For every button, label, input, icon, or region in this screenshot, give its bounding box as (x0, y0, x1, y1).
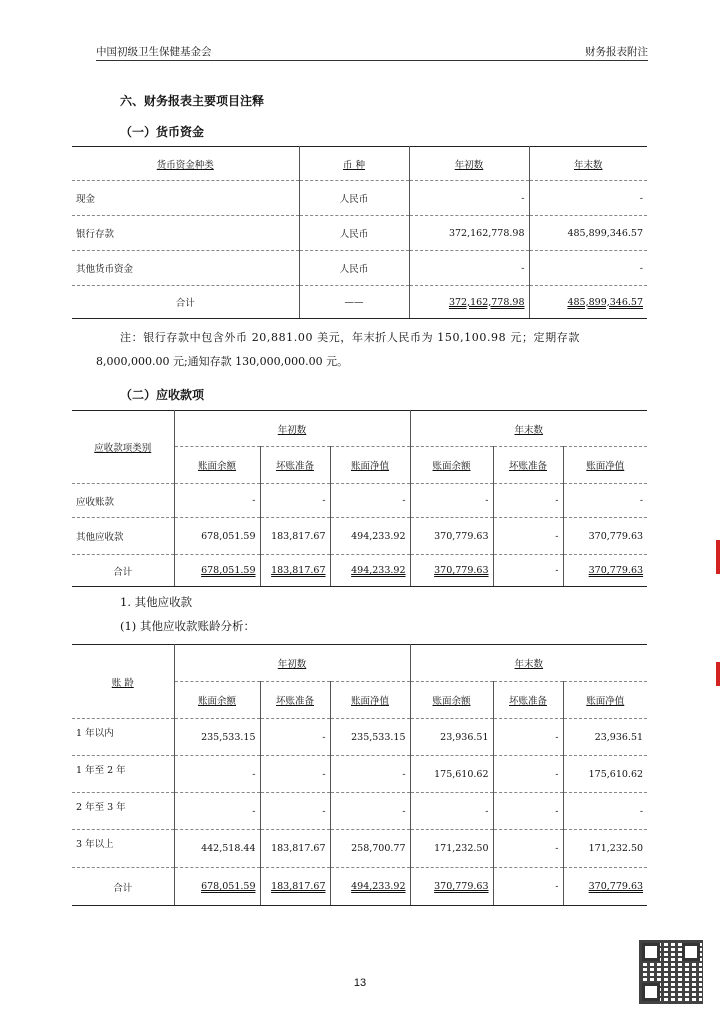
subheader-net: 账面净值 (563, 447, 647, 484)
cell-value: 23,936.51 (563, 719, 647, 756)
cash-row-currency: 人民币 (299, 181, 409, 216)
cell-value: - (563, 484, 647, 518)
cell-value: 442,518.44 (174, 830, 260, 868)
cell-value: - (330, 793, 410, 830)
cash-table (72, 146, 647, 319)
page-number: 13 (353, 977, 367, 989)
total-value: 370,779.63 (410, 555, 493, 587)
cell-value: 23,936.51 (410, 719, 493, 756)
qr-finder-pattern (642, 943, 660, 961)
cell-value: - (260, 484, 330, 518)
subheader-provision: 坏账准备 (260, 682, 330, 719)
cell-value: - (174, 793, 260, 830)
qr-finder-pattern (682, 943, 700, 961)
cash-header-row (72, 147, 647, 181)
page-header (96, 44, 648, 61)
cash-row-name: 银行存款 (72, 216, 299, 251)
cash-row-name: 其他货币资金 (72, 251, 299, 286)
cash-row-end: 485,899,346.57 (529, 216, 647, 251)
aging-row-name: 3 年以上 (72, 830, 174, 868)
cell-value: 370,779.63 (410, 518, 493, 555)
cash-row-begin: - (409, 181, 529, 216)
table-row (72, 251, 647, 286)
cell-value: - (410, 793, 493, 830)
total-value: 494,233.92 (330, 555, 410, 587)
cash-row-end: - (529, 251, 647, 286)
total-value: - (493, 868, 563, 906)
aging-row-name: 2 年至 3 年 (72, 793, 174, 830)
cash-total-begin: 372,162,778.98 (409, 286, 529, 319)
cell-value: - (330, 756, 410, 793)
total-value: 370,779.63 (563, 555, 647, 587)
subheader-balance: 账面余额 (174, 682, 260, 719)
cash-header-begin: 年初数 (409, 147, 529, 181)
cash-total-label: 合计 (72, 286, 299, 319)
seal-edge-mark (716, 540, 720, 574)
cell-value: - (174, 756, 260, 793)
receivables-row-name: 其他应收款 (72, 518, 174, 555)
cell-value: - (493, 719, 563, 756)
subheader-provision: 坏账准备 (493, 682, 563, 719)
receivables-end-header: 年末数 (410, 411, 647, 447)
aging-total-row (72, 868, 647, 906)
receivables-table (72, 410, 647, 587)
cash-note-line1: 注：银行存款中包含外币 20,881.00 美元，年末折人民币为 150,100.98 元；定期存款 (120, 331, 580, 344)
aging-header-row (72, 645, 647, 682)
cash-header-end: 年末数 (529, 147, 647, 181)
header-org-name: 中国初级卫生保健基金会 (96, 46, 212, 58)
cell-value: - (563, 793, 647, 830)
cell-value: 171,232.50 (410, 830, 493, 868)
cash-row-name: 现金 (72, 181, 299, 216)
aging-end-header: 年末数 (410, 645, 647, 682)
cash-row-currency: 人民币 (299, 251, 409, 286)
cell-value: 183,817.67 (260, 830, 330, 868)
subheader-balance: 账面余额 (174, 447, 260, 484)
cash-header-currency: 币 种 (299, 147, 409, 181)
aging-row-name: 1 年以内 (72, 719, 174, 756)
receivables-category-header: 应收款项类别 (72, 411, 174, 484)
table-row (72, 756, 647, 793)
qr-code-icon (639, 940, 703, 1004)
cash-total-row (72, 286, 647, 319)
total-value: 183,817.67 (260, 868, 330, 906)
receivables-row-name: 应收账款 (72, 484, 174, 518)
subheader-provision: 坏账准备 (260, 447, 330, 484)
receivables-title: （二）应收款项 (120, 388, 205, 402)
cell-value: 494,233.92 (330, 518, 410, 555)
table-row (72, 830, 647, 868)
cash-header-type: 货币资金种类 (72, 147, 299, 181)
receivables-total-label: 合计 (72, 555, 174, 587)
subheader-net: 账面净值 (330, 682, 410, 719)
cash-row-end: - (529, 181, 647, 216)
aging-row-name: 1 年至 2 年 (72, 756, 174, 793)
receivables-total-row (72, 555, 647, 587)
cash-row-begin: - (409, 251, 529, 286)
table-row (72, 216, 647, 251)
cell-value: 370,779.63 (563, 518, 647, 555)
cell-value: - (493, 830, 563, 868)
subheader-net: 账面净值 (563, 682, 647, 719)
cell-value: 183,817.67 (260, 518, 330, 555)
cash-note (96, 326, 636, 374)
total-value: 370,779.63 (563, 868, 647, 906)
subheader-net: 账面净值 (330, 447, 410, 484)
cash-row-begin: 372,162,778.98 (409, 216, 529, 251)
table-row (72, 484, 647, 518)
table-row (72, 518, 647, 555)
cash-note-line2: 8,000,000.00 元;通知存款 130,000,000.00 元。 (96, 355, 349, 368)
cell-value: 175,610.62 (563, 756, 647, 793)
cell-value: - (493, 756, 563, 793)
cash-total-currency: —— (299, 286, 409, 319)
cell-value: 175,610.62 (410, 756, 493, 793)
total-value: 183,817.67 (260, 555, 330, 587)
cell-value: - (410, 484, 493, 518)
cell-value: - (493, 793, 563, 830)
table-row (72, 793, 647, 830)
aging-begin-header: 年初数 (174, 645, 410, 682)
cell-value: 678,051.59 (174, 518, 260, 555)
aging-total-label: 合计 (72, 868, 174, 906)
total-value: - (493, 555, 563, 587)
subheader-balance: 账面余额 (410, 447, 493, 484)
cell-value: 235,533.15 (174, 719, 260, 756)
table-row (72, 181, 647, 216)
cell-value: 258,700.77 (330, 830, 410, 868)
section-title: 六、财务报表主要项目注释 (120, 94, 265, 108)
cell-value: 171,232.50 (563, 830, 647, 868)
cell-value: - (260, 756, 330, 793)
header-doc-title: 财务报表附注 (585, 46, 648, 58)
total-value: 678,051.59 (174, 555, 260, 587)
cell-value: - (493, 518, 563, 555)
aging-analysis-heading: (1) 其他应收款账龄分析： (120, 619, 255, 633)
cash-total-end: 485,899,346.57 (529, 286, 647, 319)
cell-value: - (174, 484, 260, 518)
cash-title: （一）货币资金 (120, 125, 205, 139)
cell-value: - (260, 793, 330, 830)
seal-edge-mark (716, 662, 720, 686)
receivables-begin-header: 年初数 (174, 411, 410, 447)
cell-value: 235,533.15 (330, 719, 410, 756)
cash-row-currency: 人民币 (299, 216, 409, 251)
total-value: 494,233.92 (330, 868, 410, 906)
other-receivables-heading: 1. 其他应收款 (120, 595, 193, 609)
total-value: 370,779.63 (410, 868, 493, 906)
table-row (72, 719, 647, 756)
aging-category-header: 账 龄 (72, 645, 174, 719)
total-value: 678,051.59 (174, 868, 260, 906)
cell-value: - (493, 484, 563, 518)
subheader-provision: 坏账准备 (493, 447, 563, 484)
receivables-header-row (72, 411, 647, 447)
qr-finder-pattern (642, 983, 660, 1001)
aging-table (72, 644, 647, 906)
subheader-balance: 账面余额 (410, 682, 493, 719)
cell-value: - (260, 719, 330, 756)
cell-value: - (330, 484, 410, 518)
